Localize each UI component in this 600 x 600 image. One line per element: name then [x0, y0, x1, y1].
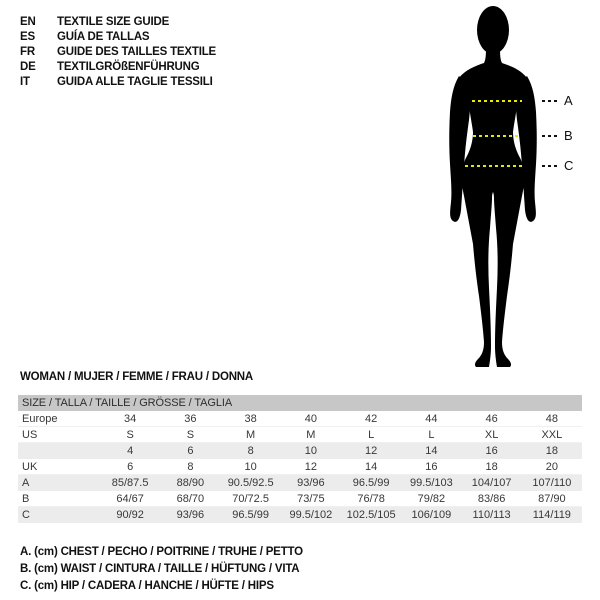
language-row — [20, 75, 216, 90]
table-cell: 107/110 — [532, 477, 572, 489]
table-cell: XL — [484, 429, 499, 441]
table-cell: 96.5/99 — [232, 509, 269, 521]
table-cell: M — [246, 429, 256, 441]
table-cell: 42 — [365, 413, 378, 425]
table-cell: 83/86 — [477, 493, 506, 505]
marker-label-c: C — [564, 158, 574, 173]
woman-silhouette-figure — [425, 4, 595, 370]
table-cell: 110/113 — [472, 509, 511, 521]
table-cell: L — [368, 429, 375, 441]
legend-waist: B. (cm) WAIST / CINTURA / TAILLE / HÜFTUNG / VITA — [20, 563, 300, 575]
table-cell: 90.5/92.5 — [227, 477, 274, 489]
table-row — [18, 459, 582, 475]
table-cell: 20 — [545, 461, 558, 473]
marker-label-a: A — [564, 93, 573, 108]
size-table-body — [18, 411, 582, 523]
table-cell: 99.5/102 — [289, 509, 333, 521]
table-cell: 79/82 — [417, 493, 446, 505]
language-row — [20, 15, 216, 30]
row-label: C — [22, 509, 30, 521]
table-cell: 44 — [425, 413, 438, 425]
table-cell: 12 — [304, 461, 317, 473]
row-label: US — [22, 429, 38, 441]
table-cell: 8 — [187, 461, 194, 473]
table-cell: 8 — [247, 445, 254, 457]
table-cell: 93/96 — [297, 477, 325, 489]
table-cell: 93/96 — [176, 509, 205, 521]
table-cell: 46 — [485, 413, 498, 425]
table-cell: L — [428, 429, 435, 441]
table-row — [18, 411, 582, 427]
language-code: DE — [20, 61, 36, 73]
table-cell: 76/78 — [357, 493, 385, 505]
size-table — [18, 395, 582, 523]
table-cell: 18 — [545, 445, 558, 457]
table-cell: 40 — [304, 413, 317, 425]
table-cell: 104/107 — [471, 477, 512, 489]
language-title: TEXTILGRÖßENFÜHRUNG — [57, 61, 200, 73]
silhouette-head — [477, 6, 509, 54]
table-cell: 70/72.5 — [232, 493, 269, 505]
table-cell: 4 — [127, 445, 134, 457]
table-cell: XXL — [541, 429, 563, 441]
table-cell: 96.5/99 — [352, 477, 390, 489]
table-cell: 85/87.5 — [111, 477, 149, 489]
table-row — [18, 491, 582, 507]
table-row — [18, 475, 582, 491]
table-row — [18, 427, 582, 443]
table-cell: 34 — [124, 413, 137, 425]
table-cell: 106/109 — [411, 509, 452, 521]
row-label: Europe — [22, 413, 58, 425]
table-cell: M — [306, 429, 316, 441]
language-list — [20, 15, 216, 90]
table-cell: 73/75 — [297, 493, 325, 505]
language-code: IT — [20, 76, 30, 88]
table-cell: 48 — [545, 413, 558, 425]
table-cell: 38 — [244, 413, 257, 425]
table-cell: 64/67 — [116, 493, 144, 505]
table-cell: 18 — [485, 461, 498, 473]
table-cell: 114/119 — [532, 509, 571, 521]
table-cell: 90/92 — [116, 509, 144, 521]
measure-legend — [20, 544, 303, 595]
table-row — [18, 443, 582, 459]
language-title: GUÍA DE TALLAS — [57, 31, 150, 43]
table-row — [18, 507, 582, 523]
language-title: GUIDE DES TAILLES TEXTILE — [57, 46, 216, 58]
legend-chest: A. (cm) CHEST / PECHO / POITRINE / TRUHE / PETTO — [20, 546, 303, 558]
table-cell: 16 — [485, 445, 498, 457]
row-label: B — [22, 493, 30, 505]
language-code: ES — [20, 31, 35, 43]
language-row — [20, 30, 216, 45]
marker-label-b: B — [564, 128, 573, 143]
section-title: WOMAN / MUJER / FEMME / FRAU / DONNA — [20, 371, 254, 383]
table-cell: 99.5/103 — [409, 477, 453, 489]
table-cell: 87/90 — [538, 493, 566, 505]
language-row — [20, 60, 216, 75]
table-cell: S — [186, 429, 195, 441]
size-table-header: SIZE / TALLA / TAILLE / GRÖSSE / TAGLIA — [18, 395, 582, 411]
row-label — [18, 443, 100, 459]
table-cell: 14 — [425, 445, 438, 457]
row-label: UK — [22, 461, 38, 473]
row-label: A — [22, 477, 30, 489]
language-row — [20, 45, 216, 60]
table-cell: 68/70 — [176, 493, 205, 505]
table-cell: 88/90 — [176, 477, 205, 489]
table-cell: 10 — [304, 445, 317, 457]
table-cell: 16 — [425, 461, 438, 473]
table-cell: 102.5/105 — [346, 509, 396, 521]
language-code: FR — [20, 46, 35, 58]
language-code: EN — [20, 16, 36, 28]
language-title: TEXTILE SIZE GUIDE — [57, 16, 170, 28]
table-cell: 12 — [365, 445, 378, 457]
language-title: GUIDA ALLE TAGLIE TESSILI — [57, 76, 213, 88]
table-cell: 6 — [187, 445, 194, 457]
table-cell: 10 — [244, 461, 257, 473]
table-cell: 14 — [365, 461, 378, 473]
table-cell: 6 — [127, 461, 134, 473]
table-cell: 36 — [184, 413, 197, 425]
table-cell: S — [126, 429, 134, 441]
legend-hip: C. (cm) HIP / CADERA / HANCHE / HÜFTE / HIPS — [20, 580, 274, 592]
